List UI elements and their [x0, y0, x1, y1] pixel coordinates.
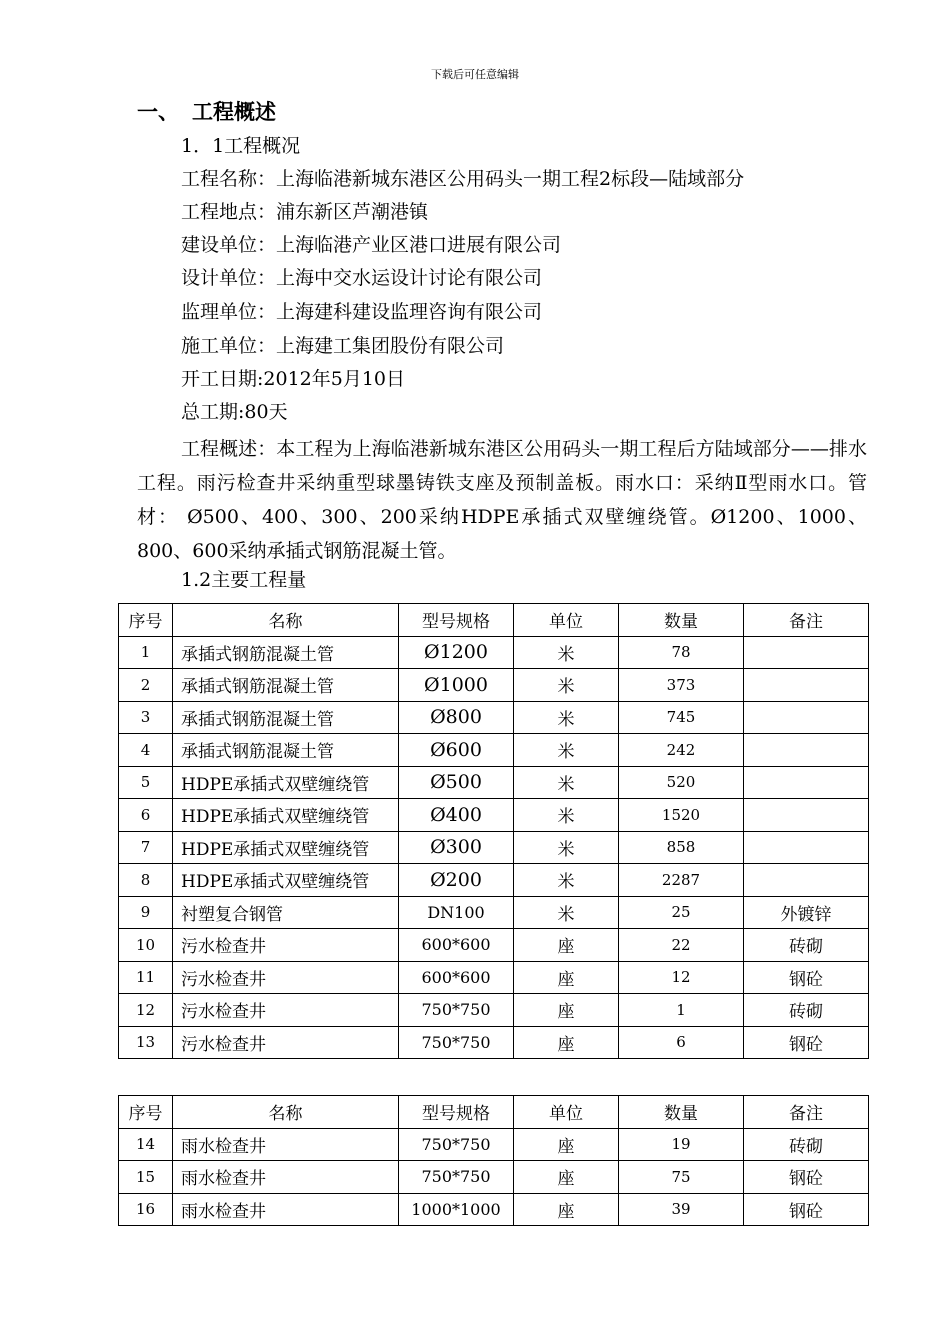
- table-row: [119, 994, 869, 1027]
- cell-remark: [744, 669, 869, 702]
- cell-index: 2: [119, 669, 173, 702]
- cell-spec: 750*750: [399, 994, 514, 1027]
- table-row: [119, 1161, 869, 1194]
- cell-quantity: 520: [619, 766, 744, 799]
- cell-name: 污水检查井: [173, 961, 399, 994]
- cell-remark: [744, 734, 869, 767]
- info-owner: 建设单位：上海临港产业区港口进展有限公司: [181, 234, 562, 256]
- cell-unit: 米: [514, 766, 619, 799]
- cell-quantity: 242: [619, 734, 744, 767]
- info-duration: 总工期:80天: [181, 401, 288, 423]
- col-header-index: 序号: [119, 1096, 173, 1129]
- cell-remark: [744, 864, 869, 897]
- cell-name: 污水检查井: [173, 929, 399, 962]
- section-heading: [137, 96, 276, 126]
- table-row: [119, 701, 869, 734]
- cell-quantity: 25: [619, 896, 744, 929]
- cell-index: 12: [119, 994, 173, 1027]
- cell-name: HDPE承插式双壁缠绕管: [173, 799, 399, 832]
- col-header-quantity: 数量: [619, 1096, 744, 1129]
- table-row: [119, 669, 869, 702]
- cell-remark: [744, 701, 869, 734]
- cell-remark: [744, 799, 869, 832]
- cell-spec: Ø400: [399, 799, 514, 832]
- col-header-spec: 型号规格: [399, 1096, 514, 1129]
- cell-index: 6: [119, 799, 173, 832]
- cell-name: 承插式钢筋混凝土管: [173, 701, 399, 734]
- cell-spec: Ø1000: [399, 669, 514, 702]
- col-header-remark: 备注: [744, 604, 869, 637]
- cell-quantity: 19: [619, 1128, 744, 1161]
- col-header-name: 名称: [173, 604, 399, 637]
- cell-spec: Ø500: [399, 766, 514, 799]
- cell-index: 9: [119, 896, 173, 929]
- cell-name: 承插式钢筋混凝土管: [173, 669, 399, 702]
- info-contractor: 施工单位：上海建工集团股份有限公司: [181, 335, 505, 357]
- cell-unit: 座: [514, 1161, 619, 1194]
- cell-unit: 米: [514, 799, 619, 832]
- cell-remark: 钢砼: [744, 1161, 869, 1194]
- cell-name: HDPE承插式双壁缠绕管: [173, 864, 399, 897]
- table-row: [119, 831, 869, 864]
- cell-index: 4: [119, 734, 173, 767]
- cell-spec: 600*600: [399, 929, 514, 962]
- subsection-2-title: 1.2主要工程量: [181, 569, 307, 591]
- cell-quantity: 373: [619, 669, 744, 702]
- cell-index: 15: [119, 1161, 173, 1194]
- cell-unit: 米: [514, 864, 619, 897]
- cell-quantity: 745: [619, 701, 744, 734]
- cell-index: 13: [119, 1026, 173, 1059]
- cell-quantity: 75: [619, 1161, 744, 1194]
- cell-spec: Ø300: [399, 831, 514, 864]
- cell-quantity: 12: [619, 961, 744, 994]
- cell-spec: DN100: [399, 896, 514, 929]
- cell-quantity: 1: [619, 994, 744, 1027]
- cell-unit: 座: [514, 1128, 619, 1161]
- cell-name: HDPE承插式双壁缠绕管: [173, 831, 399, 864]
- cell-quantity: 858: [619, 831, 744, 864]
- cell-unit: 座: [514, 929, 619, 962]
- info-project-location: 工程地点：浦东新区芦潮港镇: [181, 201, 429, 223]
- cell-unit: 米: [514, 831, 619, 864]
- cell-index: 3: [119, 701, 173, 734]
- cell-remark: 钢砼: [744, 1193, 869, 1226]
- col-header-unit: 单位: [514, 1096, 619, 1129]
- table-row: [119, 799, 869, 832]
- cell-quantity: 22: [619, 929, 744, 962]
- cell-spec: Ø200: [399, 864, 514, 897]
- cell-name: 衬塑复合钢管: [173, 896, 399, 929]
- cell-quantity: 2287: [619, 864, 744, 897]
- table-row: [119, 734, 869, 767]
- info-supervisor: 监理单位：上海建科建设监理咨询有限公司: [181, 301, 543, 323]
- col-header-spec: 型号规格: [399, 604, 514, 637]
- col-header-remark: 备注: [744, 1096, 869, 1129]
- cell-remark: 砖砌: [744, 994, 869, 1027]
- table-row: [119, 961, 869, 994]
- cell-quantity: 78: [619, 636, 744, 669]
- cell-spec: 750*750: [399, 1161, 514, 1194]
- table-row: [119, 1026, 869, 1059]
- header-note: 下载后可任意编辑: [431, 68, 519, 81]
- table-row: [119, 766, 869, 799]
- cell-unit: 座: [514, 961, 619, 994]
- cell-spec: 1000*1000: [399, 1193, 514, 1226]
- cell-index: 5: [119, 766, 173, 799]
- cell-name: 雨水检查井: [173, 1193, 399, 1226]
- overview-paragraph: 工程概述：本工程为上海临港新城东港区公用码头一期工程后方陆域部分——排水工程。雨污检查井采纳重型球墨铸铁支座及预制盖板。雨水口：采纳Ⅱ型雨水口。管材： Ø500、400、300、200采纳HDPE承插式双壁缠绕管。Ø1200、1000、800、600采纳承插式钢筋混凝土管。: [137, 438, 867, 562]
- cell-spec: 600*600: [399, 961, 514, 994]
- cell-remark: 砖砌: [744, 929, 869, 962]
- cell-unit: 米: [514, 701, 619, 734]
- cell-name: 雨水检查井: [173, 1161, 399, 1194]
- table-row: [119, 1128, 869, 1161]
- col-header-quantity: 数量: [619, 604, 744, 637]
- col-header-unit: 单位: [514, 604, 619, 637]
- cell-unit: 座: [514, 1193, 619, 1226]
- cell-unit: 米: [514, 734, 619, 767]
- cell-quantity: 6: [619, 1026, 744, 1059]
- info-designer: 设计单位：上海中交水运设计讨论有限公司: [181, 267, 543, 289]
- cell-index: 10: [119, 929, 173, 962]
- cell-index: 1: [119, 636, 173, 669]
- cell-name: 污水检查井: [173, 1026, 399, 1059]
- cell-remark: [744, 831, 869, 864]
- subsection-1-title: 1．1工程概况: [181, 135, 301, 157]
- cell-spec: Ø1200: [399, 636, 514, 669]
- table-row: [119, 896, 869, 929]
- cell-unit: 米: [514, 636, 619, 669]
- cell-spec: 750*750: [399, 1026, 514, 1059]
- table-header-row: [119, 604, 869, 637]
- cell-name: 承插式钢筋混凝土管: [173, 734, 399, 767]
- cell-index: 8: [119, 864, 173, 897]
- cell-index: 16: [119, 1193, 173, 1226]
- cell-name: 污水检查井: [173, 994, 399, 1027]
- cell-remark: [744, 766, 869, 799]
- cell-remark: [744, 636, 869, 669]
- cell-remark: 钢砼: [744, 1026, 869, 1059]
- section-number: 一、: [137, 100, 179, 124]
- cell-index: 14: [119, 1128, 173, 1161]
- section-title: 工程概述: [192, 100, 276, 124]
- cell-remark: 钢砼: [744, 961, 869, 994]
- cell-name: HDPE承插式双壁缠绕管: [173, 766, 399, 799]
- cell-remark: 砖砌: [744, 1128, 869, 1161]
- table-row: [119, 1193, 869, 1226]
- cell-quantity: 39: [619, 1193, 744, 1226]
- cell-index: 7: [119, 831, 173, 864]
- quantities-table-1: [118, 603, 869, 1059]
- cell-unit: 座: [514, 994, 619, 1027]
- cell-name: 承插式钢筋混凝土管: [173, 636, 399, 669]
- col-header-index: 序号: [119, 604, 173, 637]
- info-project-name: 工程名称：上海临港新城东港区公用码头一期工程2标段—陆域部分: [181, 168, 745, 190]
- cell-remark: 外镀锌: [744, 896, 869, 929]
- cell-quantity: 1520: [619, 799, 744, 832]
- quantities-table-2: [118, 1095, 869, 1226]
- cell-unit: 米: [514, 669, 619, 702]
- cell-name: 雨水检查井: [173, 1128, 399, 1161]
- table-row: [119, 929, 869, 962]
- cell-unit: 米: [514, 896, 619, 929]
- table-row: [119, 636, 869, 669]
- cell-index: 11: [119, 961, 173, 994]
- table-header-row: [119, 1096, 869, 1129]
- cell-spec: Ø800: [399, 701, 514, 734]
- cell-unit: 座: [514, 1026, 619, 1059]
- col-header-name: 名称: [173, 1096, 399, 1129]
- cell-spec: 750*750: [399, 1128, 514, 1161]
- cell-spec: Ø600: [399, 734, 514, 767]
- table-row: [119, 864, 869, 897]
- info-start-date: 开工日期:2012年5月10日: [181, 368, 406, 390]
